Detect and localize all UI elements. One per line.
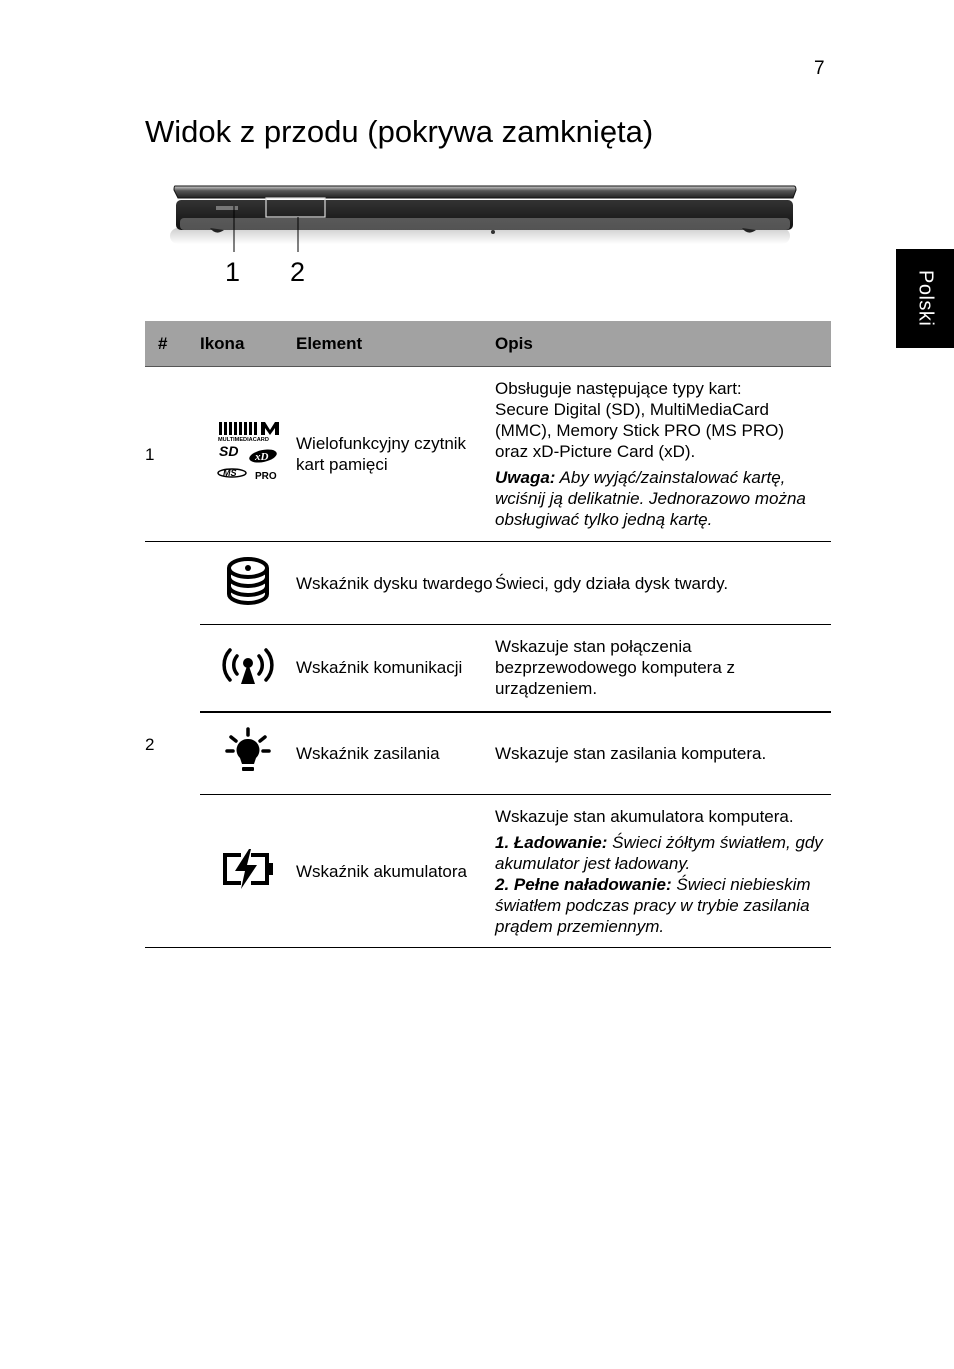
language-tab <box>896 249 954 348</box>
table-row <box>145 712 831 795</box>
desc-text: Wskazuje stan połączenia bezprzewodowego komputera z urządzeniem. <box>495 625 831 712</box>
card-slot <box>216 206 238 210</box>
laptop-lid <box>174 186 796 198</box>
element-label: Wielofunkcyjny czytnik kart pamięci <box>296 434 467 474</box>
element-label: Wskaźnik komunikacji <box>296 625 495 712</box>
laptop-shadow <box>170 228 790 244</box>
header-icon: Ikona <box>200 321 296 367</box>
note-item <box>495 874 831 937</box>
note-item-text: Świeci żółtym światłem, gdy akumulator jest ładowany. <box>495 832 823 873</box>
note-text: Aby wyjąć/zainstalować kartę, wciśnij ją delikatnie. Jednorazowo można obsługiwać tylko jedną kartę. <box>495 468 806 529</box>
desc-text: Świeci, gdy działa dysk twardy. <box>495 542 831 625</box>
note-label: Uwaga: <box>495 468 556 487</box>
note-item-text: Świeci niebieskim światłem podczas pracy w trybie zasilania prądem przemiennym. <box>495 874 811 936</box>
callout-1: 1 <box>225 257 241 287</box>
table-row <box>145 795 831 948</box>
row-number: 2 <box>145 542 200 948</box>
note-item <box>495 832 831 874</box>
note <box>495 467 831 530</box>
header-num: # <box>145 321 200 367</box>
header-desc: Opis <box>495 321 831 367</box>
desc-line: Obsługuje następujące typy kart: <box>495 379 742 398</box>
header-element: Element <box>296 321 495 367</box>
note-item-label: 1. Ładowanie: <box>495 832 608 852</box>
power-icon <box>225 727 271 775</box>
table-row <box>145 542 831 625</box>
desc-text: Wskazuje stan akumulatora komputera. <box>495 806 794 826</box>
note-item-label: 2. Pełne naładowanie: <box>495 874 672 894</box>
language-tab-label: Polski <box>914 270 937 327</box>
desc-line: (MMC), Memory Stick PRO (MS PRO) <box>495 421 784 440</box>
battery-icon <box>221 849 275 889</box>
ms-logo-text: MS <box>223 467 237 478</box>
mmc-logo-text: MULTIMEDIACARD <box>218 436 269 443</box>
element-label: Wskaźnik akumulatora <box>296 795 495 948</box>
spec-table <box>145 321 831 948</box>
desc-line: oraz xD-Picture Card (xD). <box>495 442 696 461</box>
page-number: 7 <box>814 58 825 79</box>
table-header-row <box>145 321 831 367</box>
element-label: Wskaźnik dysku twardego <box>296 542 495 625</box>
callout-2: 2 <box>290 257 306 287</box>
table-row <box>145 625 831 712</box>
page-title: Widok z przodu (pokrywa zamknięta) <box>145 114 654 149</box>
hdd-icon <box>225 556 271 606</box>
memory-card-icon <box>215 419 281 485</box>
desc-text: Wskazuje stan zasilania komputera. <box>495 712 831 795</box>
wireless-icon <box>222 645 274 685</box>
xd-logo-text: xD <box>255 450 269 463</box>
element-label: Wskaźnik zasilania <box>296 712 495 795</box>
sd-logo-text: SD <box>219 442 239 459</box>
pro-logo-text: PRO <box>255 470 277 482</box>
row-number: 1 <box>145 444 155 464</box>
desc-line: Secure Digital (SD), MultiMediaCard <box>495 400 769 419</box>
laptop-front-view <box>160 180 810 260</box>
table-row <box>145 367 831 542</box>
